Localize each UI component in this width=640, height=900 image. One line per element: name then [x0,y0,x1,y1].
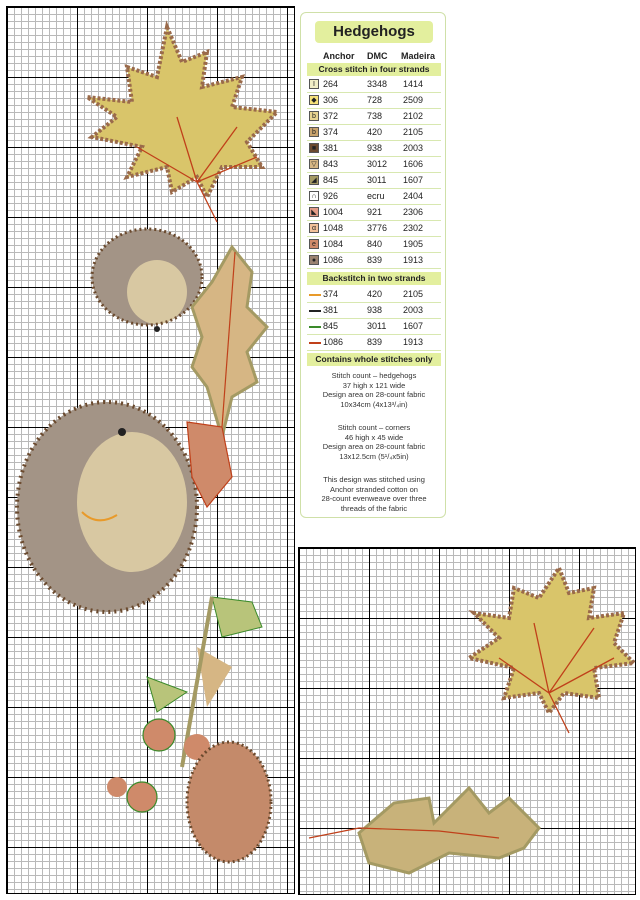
madeira-number: 1905 [403,239,424,249]
madeira-number: 2509 [403,95,424,105]
corner-oak-leaf-motif [309,788,539,873]
stitch-symbol-icon: b [309,111,319,121]
dmc-number: 3776 [367,223,388,233]
anchor-number: 374 [323,127,339,137]
dmc-number: 840 [367,239,383,249]
backstitch-heading: Backstitch in two strands [307,272,441,285]
cross-stitch-row [307,253,441,269]
dmc-number: 3011 [367,175,387,185]
anchor-number: 1004 [323,207,344,217]
cross-stitch-heading: Cross stitch in four strands [307,63,441,76]
cross-stitch-row [307,93,441,109]
anchor-number: 1084 [323,239,344,249]
anchor-number: 381 [323,143,339,153]
dmc-number: 3012 [367,159,388,169]
corner-maple-leaf-motif [469,568,634,733]
dmc-number: 938 [367,143,383,153]
backstitch-line-icon [309,310,321,312]
header-anchor: Anchor [323,51,355,61]
cross-stitch-row [307,205,441,221]
stitch-symbol-icon: ● [309,255,319,265]
anchor-number: 1086 [323,255,344,265]
hedgehog-chart-grid [6,6,295,894]
madeira-number: 2404 [403,191,424,201]
madeira-number: 2003 [403,143,424,153]
anchor-number: 264 [323,79,339,89]
cross-stitch-row [307,109,441,125]
backstitch-line-icon [309,342,321,344]
stitch-symbol-icon: ◆ [309,95,319,105]
madeira-number: 1913 [403,255,424,265]
anchor-number: 1086 [323,337,344,347]
dmc-number: ecru [367,191,385,201]
anchor-number: 845 [323,321,339,331]
madeira-number: 1607 [403,175,424,185]
anchor-number: 926 [323,191,339,201]
backstitch-row [307,319,441,335]
dmc-number: 420 [367,289,383,299]
cross-stitch-row [307,141,441,157]
backstitch-line-icon [309,294,321,296]
header-dmc: DMC [367,51,388,61]
cross-stitch-row [307,157,441,173]
backstitch-row [307,335,441,351]
stitch-symbol-icon: ▽ [309,159,319,169]
stitch-symbol-icon: ∩ [309,191,319,201]
stitch-symbol-icon: I [309,79,319,89]
maple-leaf-motif [87,27,277,222]
key-note-line: Stitch count – hedgehogs [331,371,417,380]
madeira-number: 2302 [403,223,424,233]
key-title: Hedgehogs [315,21,433,43]
stitch-symbol-icon: e [309,239,319,249]
anchor-number: 374 [323,289,339,299]
acorn-cluster [107,719,271,862]
stitch-symbol-icon: ◣ [309,207,319,217]
backstitch-line-icon [309,326,321,328]
anchor-number: 306 [323,95,339,105]
cross-stitch-row [307,77,441,93]
madeira-number: 2306 [403,207,424,217]
dmc-number: 728 [367,95,383,105]
header-madeira: Madeira [401,51,436,61]
upper-hedgehog-motif [92,229,202,332]
cross-stitch-row [307,221,441,237]
madeira-number: 2105 [403,289,424,299]
anchor-number: 372 [323,111,339,121]
dmc-number: 938 [367,305,383,315]
large-hedgehog-motif [17,402,197,612]
cross-stitch-row [307,173,441,189]
dmc-number: 3011 [367,321,387,331]
key-note-line: 46 high x 45 wide [344,432,404,442]
anchor-number: 1048 [323,223,344,233]
madeira-number: 2105 [403,127,424,137]
key-note-line: Stitch count – corners [337,423,411,432]
key-note-line: 10x34cm (4x13³/₄in) [340,399,408,409]
dmc-number: 839 [367,337,383,347]
dmc-number: 420 [367,127,383,137]
dmc-number: 738 [367,111,383,121]
key-note-line: threads of the fabric [340,503,408,513]
stitch-symbol-icon: b [309,127,319,137]
key-note-line: Design area on 28-count fabric [322,442,426,451]
key-note-line: Design area on 28-count fabric [322,390,426,399]
madeira-number: 1913 [403,337,424,347]
key-note-line: Anchor stranded cotton on [330,484,418,494]
madeira-number: 2102 [403,111,424,121]
stitch-symbol-icon: α [309,223,319,233]
backstitch-row [307,287,441,303]
cross-stitch-row [307,237,441,253]
key-note-line: This design was stitched using [323,475,425,484]
madeira-number: 2003 [403,305,424,315]
whole-stitch-heading: Contains whole stitches only [307,353,441,366]
anchor-number: 843 [323,159,339,169]
corner-chart-artwork [299,548,637,896]
anchor-number: 381 [323,305,339,315]
thread-key-panel [300,12,446,518]
stitch-symbol-icon: ■ [309,143,319,153]
anchor-number: 845 [323,175,339,185]
hedgehog-chart-artwork [7,7,296,895]
key-note-line: 13x12.5cm (5¹/₄x5in) [339,451,409,461]
key-note-line: 28-count evenweave over three [321,494,427,503]
madeira-number: 1606 [403,159,424,169]
dmc-number: 839 [367,255,383,265]
cross-stitch-row [307,125,441,141]
corner-chart-grid [298,547,636,895]
madeira-number: 1607 [403,321,424,331]
madeira-number: 1414 [403,79,424,89]
key-note-line: 37 high x 121 wide [342,380,406,390]
stitch-symbol-icon: ◢ [309,175,319,185]
backstitch-row [307,303,441,319]
cross-stitch-row [307,189,441,205]
dmc-number: 3348 [367,79,388,89]
dmc-number: 921 [367,207,383,217]
